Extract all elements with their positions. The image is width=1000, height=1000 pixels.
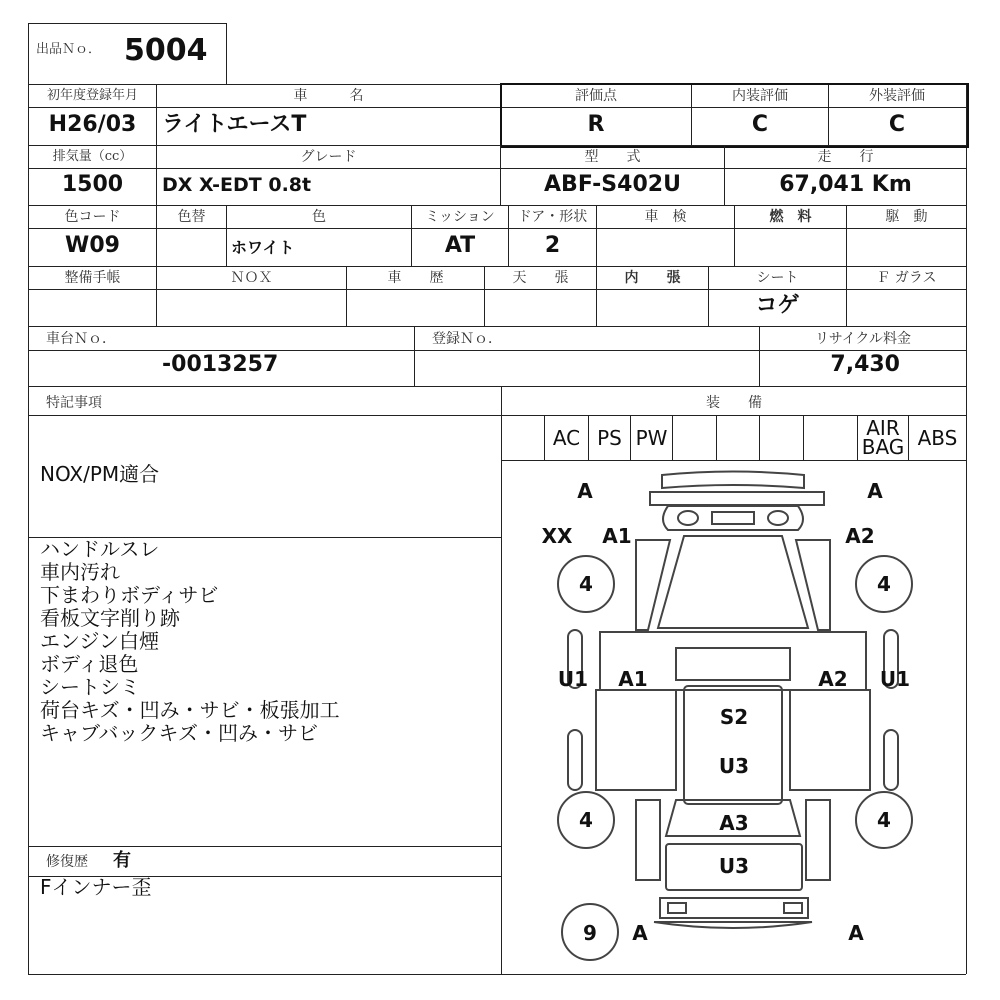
grade-value: DX X-EDT 0.8t	[162, 174, 312, 196]
first-registration-label: 初年度登録年月	[46, 88, 138, 103]
model-code-value: ABF-S402U	[544, 172, 681, 197]
model-code-label: 型 式	[584, 149, 641, 165]
headlight-band-shape	[663, 506, 803, 530]
vehicle-history-label: 車 歴	[387, 270, 444, 286]
color-code-value: W09	[65, 233, 120, 258]
equipment-label: 装 備	[706, 395, 762, 411]
remark-line: 下まわりボディサビ	[40, 583, 219, 607]
seat-value: コゲ	[755, 293, 800, 318]
mark-a1-mid: A1	[618, 667, 648, 691]
mark-a2-top: A2	[845, 524, 875, 548]
remarks-main: NOX/PM適合	[40, 462, 160, 486]
transmission-value: AT	[444, 233, 476, 258]
front-emblem-shape	[712, 512, 754, 524]
remark-line: 車内汚れ	[40, 560, 120, 584]
mark-a2-mid: A2	[818, 667, 848, 691]
roof-lining-label: 天 張	[512, 270, 569, 286]
roof-panel-shape	[676, 648, 790, 680]
equipment-blank-4	[760, 418, 803, 458]
color-label: 色	[312, 209, 326, 225]
remark-line: ハンドルスレ	[40, 537, 160, 561]
mark-u3-mid: U3	[718, 754, 750, 778]
car-name-value: ライトエースT	[162, 112, 307, 137]
remark-line: 看板文字削り跡	[40, 606, 180, 630]
chassis-no-value: -0013257	[162, 352, 279, 377]
exterior-grade-label: 外装評価	[869, 88, 925, 104]
door-shape-value: 2	[544, 233, 561, 258]
rear-lamp-left-shape	[668, 903, 686, 913]
listing-no-value: 5004	[124, 33, 208, 68]
displacement-value: 1500	[61, 172, 124, 197]
remark-line: エンジン白煙	[40, 629, 159, 653]
mark-rear-right: A	[848, 921, 864, 945]
remarks-list	[40, 538, 340, 745]
right-front-fender-shape	[796, 540, 830, 630]
mark-tire-fr: 4	[877, 572, 891, 596]
grade-label: グレード	[300, 149, 357, 165]
front-grille-shape	[650, 492, 824, 505]
mark-tire-rr: 4	[877, 808, 891, 832]
maintenance-record-label: 整備手帳	[64, 270, 121, 286]
transmission-label: ミッション	[425, 209, 495, 225]
first-registration-value: H26/03	[48, 112, 137, 137]
remark-line: シートシミ	[40, 675, 140, 699]
interior-grade-value: C	[751, 112, 769, 137]
rear-step-shape	[654, 922, 812, 928]
mark-front-left: A	[577, 479, 593, 503]
registration-no-label: 登録Ｎｏ．	[432, 331, 502, 347]
equipment-blank-5	[804, 418, 857, 458]
cargo-bed-shape	[684, 686, 782, 804]
nox-label: ＮＯＸ	[230, 270, 273, 286]
mark-tire-fl: 4	[579, 572, 593, 596]
door-shape-label: ドア・形状	[517, 209, 588, 225]
color-value: ホワイト	[231, 238, 295, 257]
car-name-label: 車 名	[293, 88, 364, 104]
mark-xx: XX	[541, 524, 573, 548]
front-bumper-shape	[662, 472, 804, 489]
score-label: 評価点	[575, 88, 617, 104]
inspection-label: 車 検	[644, 209, 687, 225]
repair-history-value: 有	[113, 850, 131, 871]
remark-line: キャブバックキズ・凹み・サビ	[40, 721, 318, 745]
drive-label: 駆 動	[885, 209, 928, 225]
equipment-abs: ABS	[917, 426, 958, 450]
equipment-blank-3	[717, 418, 759, 458]
mileage-label: 走 行	[817, 149, 874, 165]
remarks-label: 特記事項	[46, 395, 102, 411]
mark-spare: 9	[583, 921, 597, 945]
rear-bumper-shape	[660, 898, 808, 918]
rear-lamp-right-shape	[784, 903, 802, 913]
mark-tire-rl: 4	[579, 808, 593, 832]
recycle-fee-label: リサイクル料金	[814, 331, 912, 347]
equipment-blank-2	[673, 418, 716, 458]
equipment-ps: PS	[597, 426, 622, 450]
mark-a1-top: A1	[602, 524, 632, 548]
chassis-no-label: 車台Ｎｏ．	[46, 331, 116, 347]
right-step-shape	[884, 730, 898, 790]
mark-a3: A3	[719, 811, 749, 835]
mark-u3-bed: U3	[718, 854, 750, 878]
remark-line: 荷台キズ・凹み・サビ・板張加工	[40, 698, 340, 722]
equipment-blank-1	[502, 418, 544, 458]
mark-s2: S2	[719, 705, 749, 729]
mark-u1-right: U1	[879, 667, 911, 691]
recycle-fee-value: 7,430	[830, 352, 900, 377]
headlight-left-shape	[678, 511, 698, 525]
headlight-right-shape	[768, 511, 788, 525]
left-rear-panel-shape	[636, 800, 660, 880]
mark-front-right: A	[867, 479, 883, 503]
left-front-fender-shape	[636, 540, 670, 630]
windshield-shape	[658, 536, 808, 628]
inner-lining-label: 内 張	[624, 270, 681, 286]
repair-detail: Fインナー歪	[40, 875, 152, 899]
mileage-value: 67,041 Km	[779, 172, 912, 197]
mark-u1-left: U1	[557, 667, 589, 691]
repair-history-label: 修復歴	[46, 854, 88, 870]
equipment-ac: AC	[552, 426, 581, 450]
mark-rear-left: A	[632, 921, 648, 945]
score-value: R	[587, 112, 605, 137]
remark-line: ボディ退色	[40, 652, 139, 676]
equipment-pw: PW	[635, 426, 668, 450]
color-code-label: 色コード	[64, 209, 121, 225]
front-glass-label: Ｆ ガラス	[876, 270, 937, 286]
interior-grade-label: 内装評価	[732, 88, 788, 104]
fuel-label: 燃 料	[769, 209, 812, 225]
displacement-label: 排気量（cc）	[52, 149, 133, 164]
right-door-shape	[790, 690, 870, 790]
recolor-label: 色替	[177, 209, 206, 225]
seat-label: シート	[756, 270, 799, 286]
right-rear-panel-shape	[806, 800, 830, 880]
left-door-shape	[596, 690, 676, 790]
left-step-shape	[568, 730, 582, 790]
listing-no-label: 出品Ｎｏ．	[36, 42, 102, 57]
equipment-airbag: AIR BAG	[861, 416, 905, 459]
exterior-grade-value: C	[888, 112, 906, 137]
